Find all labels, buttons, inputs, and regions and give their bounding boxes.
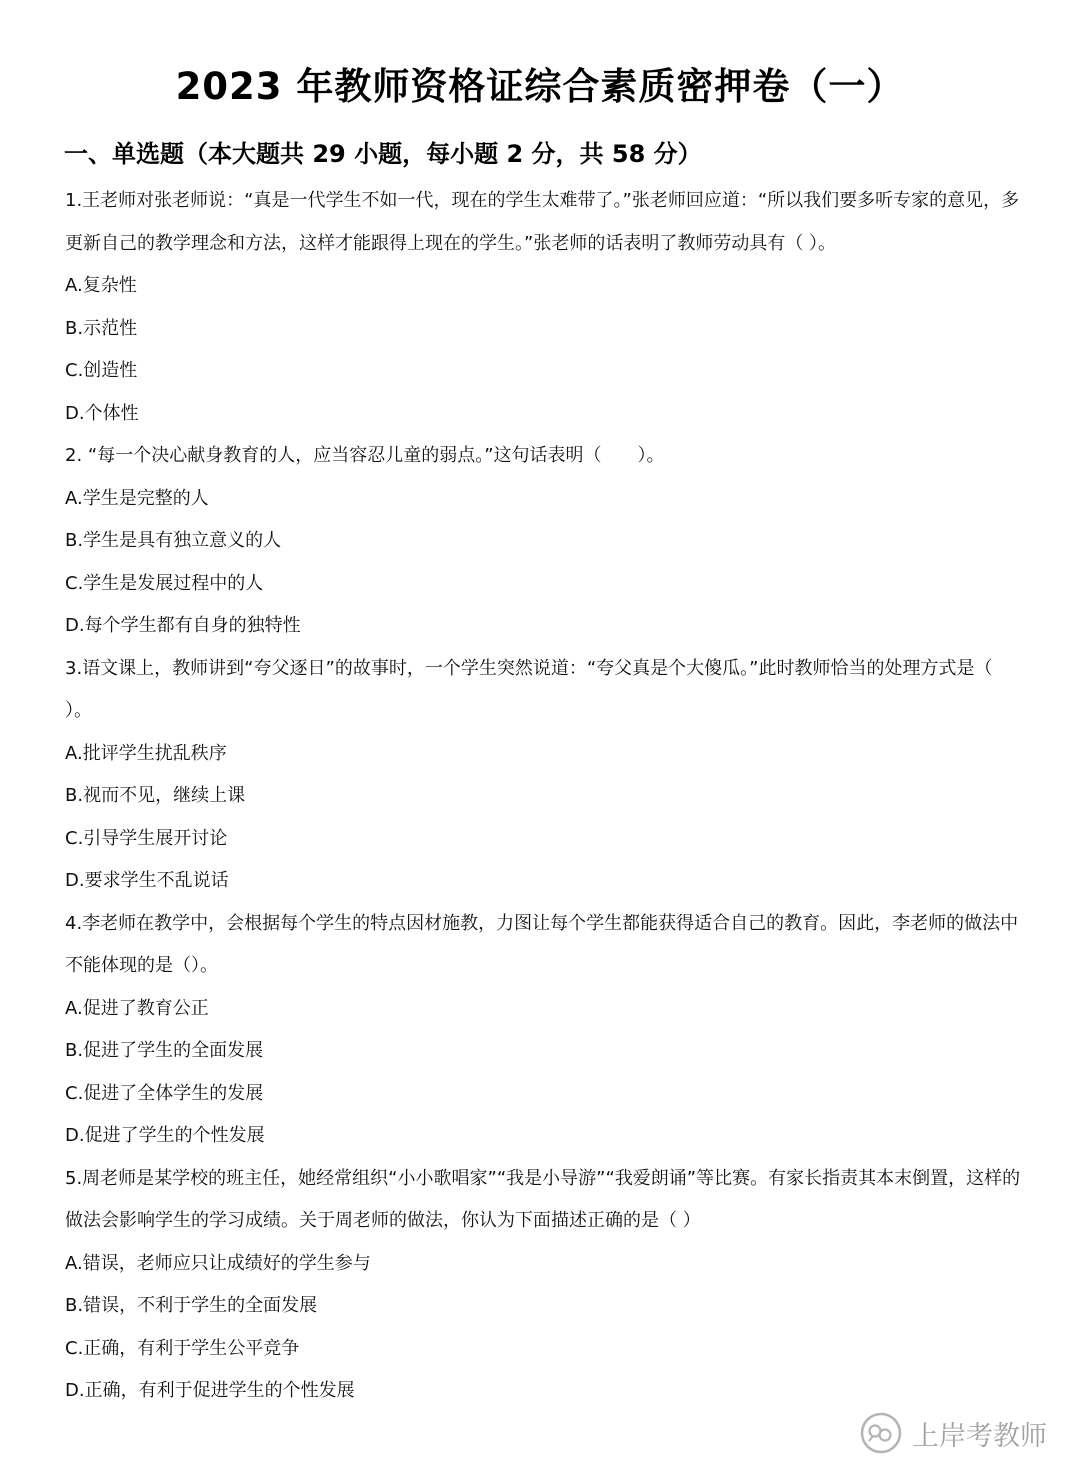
question-stem: 5.周老师是某学校的班主任，她经常组织“小小歌唱家”“我是小导游”“我爱朗诵”等比赛。有家长指责其本末倒置，这样的做法会影响学生的学习成绩。关于周老师的做法，你认为下面描述正确的是（ ） [65,1167,1021,1231]
option-a: A.促进了教育公正 [65,997,209,1019]
option-a: A.批评学生扰乱秩序 [65,742,227,764]
option-b: B.促进了学生的全面发展 [65,1040,264,1061]
option-c: C.促进了全体学生的发展 [65,1082,264,1104]
option-b: B.示范性 [65,317,138,339]
watermark [860,1410,1047,1456]
question-stem: 4.李老师在教学中，会根据每个学生的特点因材施教，力图让每个学生都能获得适合自己的教育。因此，李老师的做法中不能体现的是（）。 [65,912,1019,976]
question-stem: 1.王老师对张老师说：“真是一代学生不如一代，现在的学生太难带了。”张老师回应道：“所以我们要多听专家的意见，多更新自己的教学理念和方法，这样才能跟得上现在的学生。”张老师的话表明了教师劳动具有（ ）。 [65,190,1020,254]
question-4 [65,903,1025,1158]
option-a: A.错误，老师应只让成绩好的学生参与 [65,1252,371,1274]
option-c: C.引导学生展开讨论 [65,827,228,849]
option-d: D.个体性 [65,402,139,424]
option-c: C.学生是发展过程中的人 [65,572,264,594]
option-b: B.学生是具有独立意义的人 [65,530,282,551]
question-3 [65,648,1025,903]
option-d: D.要求学生不乱说话 [65,870,229,891]
question-5 [65,1158,1025,1413]
option-d: D.每个学生都有自身的独特性 [65,615,301,636]
option-d: D.正确，有利于促进学生的个性发展 [65,1380,355,1401]
option-d: D.促进了学生的个性发展 [65,1125,265,1146]
option-c: C.正确，有利于学生公平竞争 [65,1337,300,1359]
option-b: B.视而不见，继续上课 [65,785,246,806]
question-list [65,180,1025,1413]
question-stem: 3.语文课上，教师讲到“夸父逐日”的故事时，一个学生突然说道：“夸父真是个大傻瓜。”此时教师恰当的处理方式是（ ）。 [65,657,993,721]
question-stem: 2. “每一个决心献身教育的人，应当容忍儿童的弱点。”这句话表明（ ）。 [65,445,665,466]
option-b: B.错误，不利于学生的全面发展 [65,1295,318,1316]
option-a: A.复杂性 [65,275,137,296]
watermark-text: 上岸考教师 [912,1420,1047,1452]
question-1 [65,180,1025,435]
option-c: C.创造性 [65,360,138,381]
document-title: 2023 年教师资格证综合素质密押卷（一） [175,65,905,108]
question-2 [65,435,1025,648]
wechat-official-account-icon [860,1412,902,1454]
section-heading: 一、单选题（本大题共 29 小题，每小题 2 分，共 58 分） [64,140,702,168]
option-a: A.学生是完整的人 [65,487,209,509]
